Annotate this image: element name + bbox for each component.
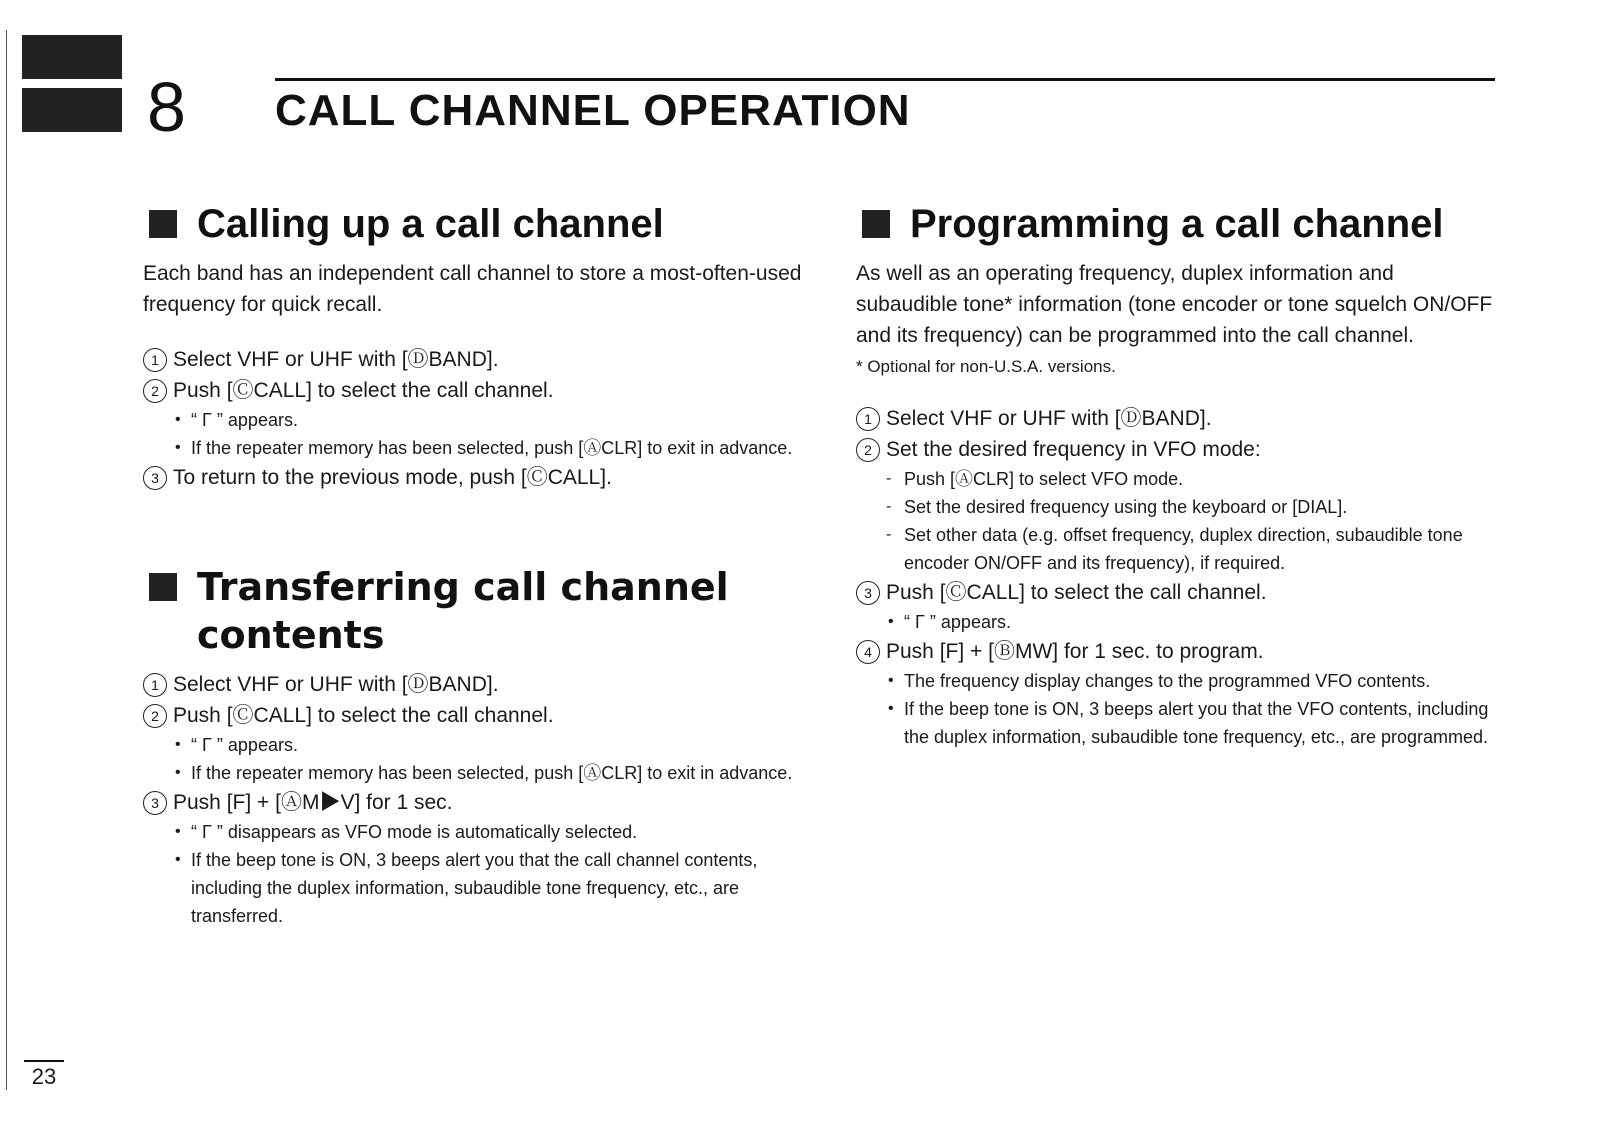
note-text: If the beep tone is ON, 3 beeps alert you that the call channel contents, including the duplex information, subaudible tone frequency, etc., are transferred. [191, 850, 758, 926]
bullet-icon: • [175, 736, 181, 753]
step-subitem [856, 493, 1501, 521]
chapter-tab-marker [22, 35, 122, 132]
step-note [856, 608, 1501, 636]
circled-number-icon: 2 [143, 704, 167, 728]
circled-number-icon: 3 [856, 581, 880, 605]
bullet-icon: • [175, 411, 181, 428]
dash-icon: - [886, 498, 892, 515]
step-text: Push [F] + [ⒶM▶V] for 1 sec. [173, 791, 453, 814]
section-intro: Each band has an independent call channel to store a most-often-used frequency for quick recall. [143, 262, 802, 316]
step-item [856, 636, 1501, 667]
bullet-icon: • [888, 700, 894, 717]
page-number: 23 [31, 1064, 57, 1089]
section-heading-calling-up [143, 200, 803, 248]
note-text: If the repeater memory has been selected, push [ⒶCLR] to exit in advance. [191, 763, 793, 783]
note-text: “ Γ ” appears. [191, 735, 298, 755]
note-text: The frequency display changes to the programmed VFO contents. [904, 671, 1431, 691]
section-square-icon [149, 573, 177, 601]
step-item [143, 669, 803, 700]
section-heading-programming [856, 200, 1501, 248]
bullet-icon: • [175, 439, 181, 456]
circled-number-icon: 3 [143, 466, 167, 490]
note-text: If the beep tone is ON, 3 beeps alert you that the VFO contents, including the duplex information, subaudible tone frequency, etc., are programmed. [904, 699, 1489, 747]
note-text: If the repeater memory has been selected, push [ⒶCLR] to exit in advance. [191, 438, 793, 458]
step-text: Select VHF or UHF with [ⒹBAND]. [173, 673, 499, 696]
subitem-text: Set other data (e.g. offset frequency, duplex direction, subaudible tone encoder ON/OFF and its frequency), if required. [904, 525, 1463, 573]
left-column [143, 200, 803, 930]
circled-number-icon: 1 [143, 673, 167, 697]
step-text: Push [ⒸCALL] to select the call channel. [173, 704, 554, 727]
tab-block-upper [22, 35, 122, 79]
dash-icon: - [886, 470, 892, 487]
bullet-icon: • [175, 823, 181, 840]
note-text: “ Γ ” appears. [904, 612, 1011, 632]
step-text: Select VHF or UHF with [ⒹBAND]. [886, 407, 1212, 430]
section-square-icon [862, 210, 890, 238]
footnote: * Optional for non-U.S.A. versions. [856, 357, 1116, 376]
chapter-rule [275, 78, 1495, 81]
step-text: To return to the previous mode, push [ⒸCALL]. [173, 466, 612, 489]
note-text: “ Γ ” appears. [191, 410, 298, 430]
circled-number-icon: 1 [143, 348, 167, 372]
section-title: Programming a call channel [910, 202, 1444, 246]
step-item [143, 375, 803, 406]
steps-list [856, 403, 1501, 751]
steps-list [143, 669, 803, 930]
section-title: Calling up a call channel [197, 202, 664, 246]
binding-line [6, 30, 7, 1090]
section-title: Transferring call channel contents [197, 565, 729, 657]
bullet-icon: • [175, 851, 181, 868]
page-number-rule [24, 1060, 64, 1062]
circled-number-icon: 2 [856, 438, 880, 462]
chapter-number: 8 [147, 68, 186, 146]
step-text: Push [ⒸCALL] to select the call channel. [173, 379, 554, 402]
subitem-text: Set the desired frequency using the keyboard or [DIAL]. [904, 497, 1348, 517]
step-item [856, 403, 1501, 434]
step-text: Set the desired frequency in VFO mode: [886, 438, 1261, 461]
note-text: “ Γ ” disappears as VFO mode is automatically selected. [191, 822, 638, 842]
step-note [856, 695, 1501, 751]
step-item [143, 700, 803, 731]
step-item [856, 577, 1501, 608]
section-square-icon [149, 210, 177, 238]
step-subitem [856, 521, 1501, 577]
step-item [143, 462, 803, 493]
section-heading-transferring [143, 563, 803, 659]
right-column [856, 200, 1501, 751]
subitem-text: Push [ⒶCLR] to select VFO mode. [904, 469, 1184, 489]
circled-number-icon: 1 [856, 407, 880, 431]
steps-list [143, 344, 803, 493]
step-text: Push [ⒸCALL] to select the call channel. [886, 581, 1267, 604]
circled-number-icon: 3 [143, 791, 167, 815]
dash-icon: - [886, 526, 892, 543]
step-note [143, 406, 803, 434]
page-number-block [24, 1060, 64, 1090]
step-note [143, 818, 803, 846]
step-text: Select VHF or UHF with [ⒹBAND]. [173, 348, 499, 371]
step-item [143, 787, 803, 818]
step-note [143, 759, 803, 787]
step-text: Push [F] + [ⒷMW] for 1 sec. to program. [886, 640, 1264, 663]
circled-number-icon: 2 [143, 379, 167, 403]
step-item [143, 344, 803, 375]
step-note [143, 846, 803, 930]
step-note [856, 667, 1501, 695]
step-subitem [856, 465, 1501, 493]
step-note [143, 434, 803, 462]
step-note [143, 731, 803, 759]
bullet-icon: • [888, 613, 894, 630]
bullet-icon: • [888, 672, 894, 689]
chapter-title: CALL CHANNEL OPERATION [275, 86, 911, 135]
section-intro: As well as an operating frequency, duplex information and subaudible tone* information (tone encoder or tone squelch ON/OFF and its frequency) can be programmed into the call channel. [856, 262, 1493, 347]
step-item [856, 434, 1501, 465]
bullet-icon: • [175, 764, 181, 781]
tab-block-lower [22, 88, 122, 132]
circled-number-icon: 4 [856, 640, 880, 664]
